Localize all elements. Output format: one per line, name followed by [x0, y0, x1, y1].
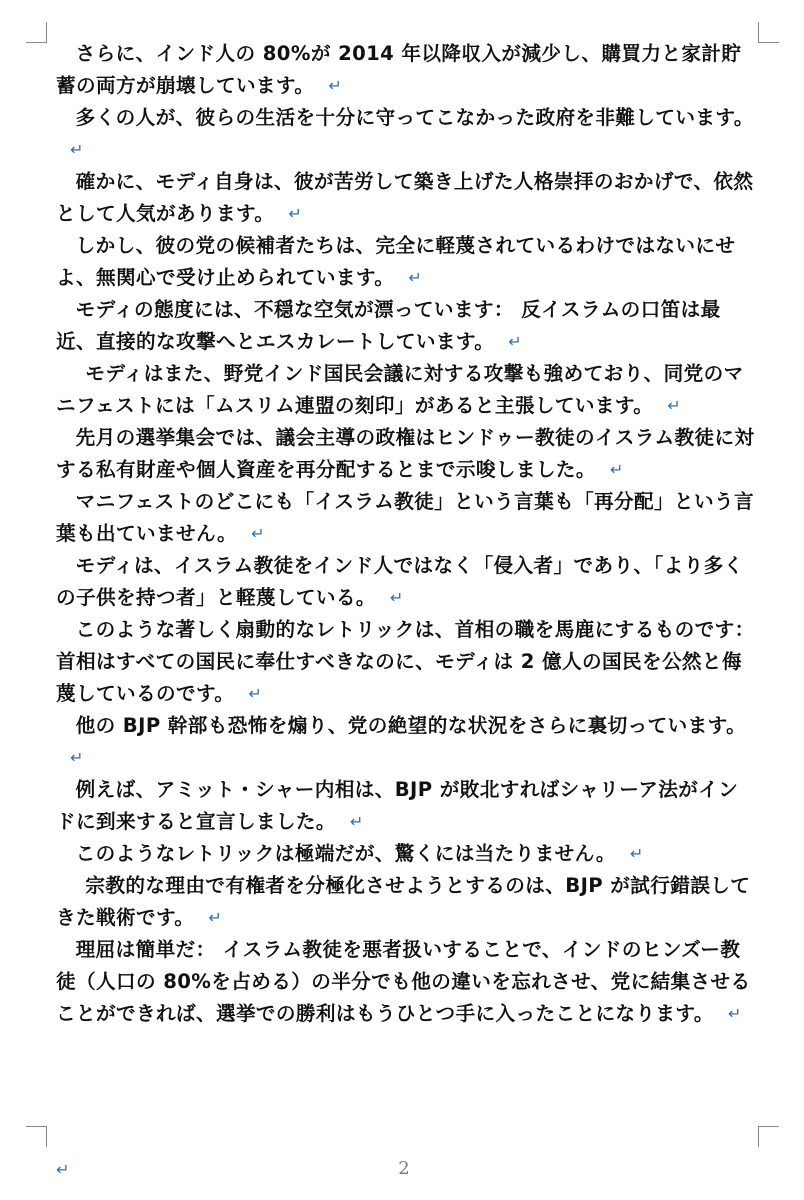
crop-mark-top-left — [26, 22, 47, 43]
paragraph-mark-icon: ↵ — [508, 332, 523, 351]
paragraph[interactable] — [56, 614, 756, 710]
crop-mark-bottom-right — [758, 1126, 779, 1147]
paragraph-mark-icon: ↵ — [629, 844, 644, 863]
paragraph-text: このようなレトリックは極端だが、驚くには当たりません。 — [75, 842, 616, 865]
paragraph[interactable] — [56, 486, 756, 550]
paragraph-mark-icon: ↵ — [727, 1004, 742, 1023]
crop-mark-top-right — [758, 22, 779, 43]
paragraph-mark-icon: ↵ — [408, 268, 423, 287]
page-number: 2 — [398, 1158, 410, 1179]
paragraph-text: 例えば、アミット・シャー内相は、BJP が敗北すればシャリーア法がインドに到来すると宣言しました。 — [56, 778, 739, 833]
paragraph[interactable] — [56, 934, 756, 1030]
paragraph[interactable] — [56, 422, 756, 486]
paragraph[interactable] — [56, 550, 756, 614]
paragraph-mark-icon: ↵ — [70, 748, 84, 767]
paragraph[interactable] — [56, 710, 756, 774]
paragraph-mark-icon: ↵ — [609, 460, 624, 479]
paragraph[interactable] — [56, 870, 756, 934]
paragraph-text: 理屈は簡単だ： イスラム教徒を悪者扱いすることで、インドのヒンズー教徒（人口の 80%を占める）の半分でも他の違いを忘れさせ、党に結集させることができれば、選挙での勝利はもうひとつ手に入ったことになります。 — [56, 938, 751, 1025]
paragraph[interactable] — [56, 38, 756, 102]
paragraph-mark-icon: ↵ — [251, 524, 265, 543]
paragraph-text: モディは、イスラム教徒をインド人ではなく「侵入者」であり、「より多くの子供を持つ者」と軽蔑している。 — [56, 554, 744, 609]
paragraph-text: モディの態度には、不穏な空気が漂っています： 反イスラムの口笛は最近、直接的な攻撃へとエスカレートしています。 — [56, 298, 721, 353]
paragraph[interactable] — [56, 774, 756, 838]
paragraph-text: マニフェストのどこにも「イスラム教徒」という言葉も「再分配」という言葉も出ていません。 — [56, 490, 755, 545]
paragraph-text: 宗教的な理由で有権者を分極化させようとするのは、BJP が試行錯誤してきた戦術です。 — [56, 874, 751, 929]
paragraph[interactable] — [56, 166, 756, 230]
document-body[interactable] — [56, 38, 756, 1030]
paragraph-mark-icon: ↵ — [328, 76, 343, 95]
paragraph[interactable] — [56, 838, 756, 870]
paragraph-text: モディはまた、野党インド国民会議に対する攻撃も強めており、同党のマニフェストには「ムスリム連盟の刻印」があると主張しています。 — [56, 362, 744, 417]
paragraph-mark-icon: ↵ — [389, 588, 404, 607]
paragraph-text: 他の BJP 幹部も恐怖を煽り、党の絶望的な状況をさらに裏切っています。 — [75, 714, 747, 737]
paragraph[interactable] — [56, 358, 756, 422]
crop-mark-bottom-left — [26, 1126, 47, 1147]
footer-paragraph-mark-icon: ↵ — [56, 1160, 70, 1179]
paragraph-text: 多くの人が、彼らの生活を十分に守ってこなかった政府を非難しています。 — [75, 106, 754, 129]
paragraph-mark-icon: ↵ — [667, 396, 682, 415]
paragraph-mark-icon: ↵ — [349, 812, 364, 831]
paragraph-mark-icon: ↵ — [70, 140, 84, 159]
paragraph-text: 先月の選挙集会では、議会主導の政権はヒンドゥー教徒のイスラム教徒に対する私有財産や個人資産を再分配するとまで示唆しました。 — [56, 426, 755, 481]
paragraph[interactable] — [56, 230, 756, 294]
paragraph-text: このような著しく扇動的なレトリックは、首相の職を馬鹿にするものです： 首相はすべての国民に奉仕すべきなのに、モディは 2 億人の国民を公然と侮蔑しているのです。 — [56, 618, 755, 705]
paragraph-text: さらに、インド人の 80%が 2014 年以降収入が減少し、購買力と家計貯蓄の両方が崩壊しています。 — [56, 42, 742, 97]
paragraph-text: 確かに、モディ自身は、彼が苦労して築き上げた人格崇拝のおかげで、依然として人気があります。 — [56, 170, 754, 225]
paragraph-text: しかし、彼の党の候補者たちは、完全に軽蔑されているわけではないにせよ、無関心で受け止められています。 — [56, 234, 736, 289]
paragraph-mark-icon: ↵ — [248, 684, 263, 703]
paragraph[interactable] — [56, 294, 756, 358]
paragraph-mark-icon: ↵ — [208, 908, 223, 927]
paragraph[interactable] — [56, 102, 756, 166]
paragraph-mark-icon: ↵ — [288, 204, 303, 223]
